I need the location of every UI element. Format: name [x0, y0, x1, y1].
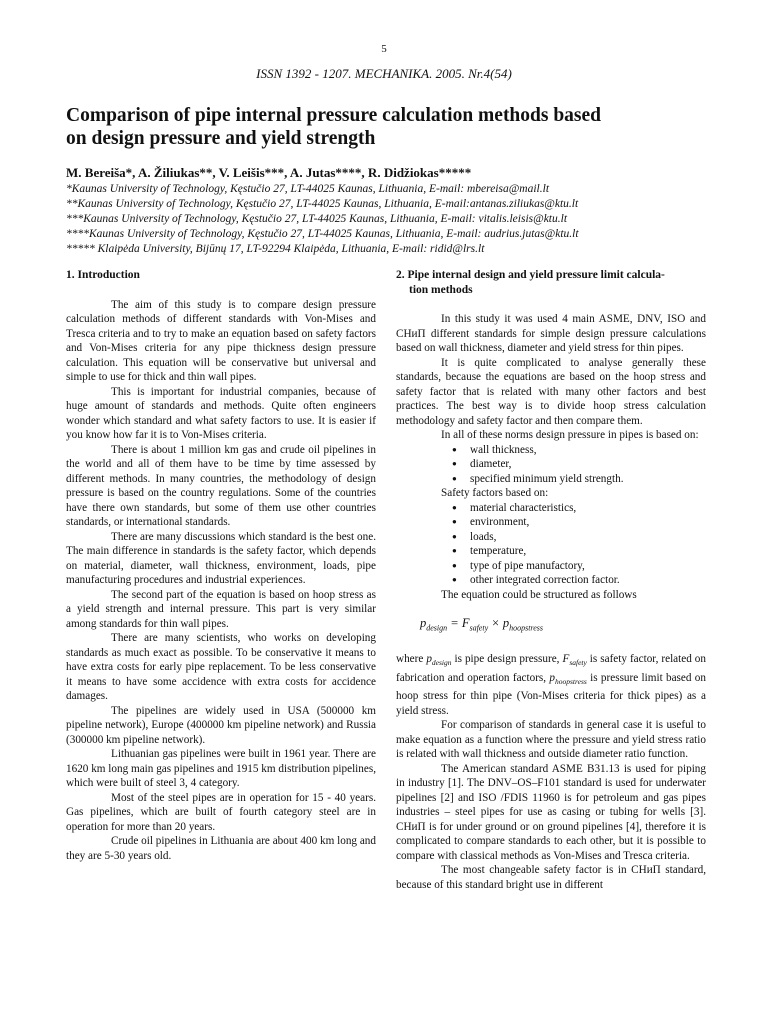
- paragraph: For comparison of standards in general case it is useful to make equation as a function where the pressure and yield stress ratio is related with wall thickness and outside diameter ratio function.: [396, 719, 706, 761]
- list-item: ● type of pipe manufactory,: [452, 559, 706, 574]
- page-number: 5: [381, 43, 387, 55]
- section-heading: [66, 268, 376, 283]
- paragraph: In this study it was used 4 main ASME, DNV, ISO and СНиП different standards for simple design pressure calculations based on wall thickness, diameter and yield stress for thin pipes.: [396, 313, 706, 354]
- list-item: ● loads,: [452, 530, 706, 545]
- list-item: ● wall thickness,: [452, 443, 706, 458]
- list-item: ● environment,: [452, 515, 706, 530]
- title-line-2: on design pressure and yield strength: [66, 128, 376, 149]
- paragraph: Most of the steel pipes are in operation for 15 - 40 years. Gas pipelines, which are built of fourth category steel are in operation for more than 20 years.: [66, 791, 376, 833]
- safety-factor-list: [396, 501, 706, 588]
- journal-header: ISSN 1392 - 1207. MECHANIKA. 2005. Nr.4(54): [256, 66, 512, 81]
- paragraph: There is about 1 million km gas and crude oil pipelines in the world and all of them have to be time by time assessed by different methods. In many countries, the methodology of design pressure is based on the country regulations. Some of the countries have there own standards, but some of them use other countries standards, or international standards.: [66, 443, 376, 528]
- paragraph: Lithuanian gas pipelines were built in 1961 year. There are 1620 km long main gas pipelines and 1915 km distribution pipelines, which were built of steel 3, 4 category.: [66, 748, 376, 789]
- list-item: ● other integrated correction factor.: [452, 573, 706, 588]
- affiliation-3: ***Kaunas University of Technology, Kęstučio 27, LT-44025 Kaunas, Lithuania, E-mail: vitalis.leisis@ktu.lt: [66, 213, 568, 225]
- affiliation-5: ***** Klaipėda University, Bijūnų 17, LT-92294 Klaipėda, Lithuania, E-mail: ridid@lrs.lt: [66, 243, 485, 255]
- title-line-1: Comparison of pipe internal pressure calculation methods based: [66, 105, 602, 126]
- paragraph: The aim of this study is to compare design pressure calculation methods of different standards with Von-Mises and Tresca criteria and to try to make an equation based on safety factors and Von-Mises criteria for any pipe thickness design pressure calculation. This equation will be conservative but universal and simple to use for thick and thin wall pipes.: [66, 298, 376, 383]
- paragraph: It is quite complicated to analyse generally these standards, because the equations are based on the hoop stress and safety factor that is related with many other factors and best practices. The best way is to divide hoop stress calculation methodology and safety factor and then compare them.: [396, 356, 706, 427]
- left-column: [66, 268, 376, 863]
- list-intro: Safety factors based on:: [441, 487, 549, 499]
- affiliation-2: **Kaunas University of Technology, Kęstučio 27, LT-44025 Kaunas, Lithuania, E-mail:antanas.ziliukas@ktu.lt: [66, 198, 579, 210]
- section-number: 1.: [66, 269, 75, 281]
- list-item: ● material characteristics,: [452, 501, 706, 516]
- section-title-line-1: Pipe internal design and yield pressure limit calcula-: [407, 269, 665, 281]
- paragraph: There are many scientists, who works on developing standards as much exact as possible. To be conservative it means to have extra costs for early pipe replacement. To be less conservative it means to have some accidence with extra costs for accidence damages.: [66, 632, 376, 702]
- paragraph: The American standard ASME B31.13 is used for piping in industry [1]. The DNV–OS–F101 standard is used for underwater pipelines [2] and ISO /FDIS 11960 is for petroleum and gas pipes industries – steel pipes for use as casing or tubing for wells [3]. СНиП is for under ground or on ground pipelines [4], therefore it is complicated to compare standards to each other, but it is possible to compare with classical methods as Von-Mises and Tresca criteria.: [396, 762, 706, 862]
- right-column: [396, 268, 706, 892]
- paragraph: The pipelines are widely used in USA (500000 km pipeline network), Europe (400000 km pipeline network) and Russia (300000 km pipeline network).: [66, 704, 376, 746]
- section-title: Introduction: [77, 269, 140, 281]
- section-title-line-2: tion methods: [409, 283, 473, 296]
- paragraph: The second part of the equation is based on hoop stress as a yield strength and internal pressure. This part is very similar among standards for thin wall pipes.: [66, 588, 376, 630]
- design-basis-list: [396, 443, 706, 487]
- list-item: ● temperature,: [452, 544, 706, 559]
- author-list: M. Bereiša*, A. Žiliukas**, V. Leišis***, A. Jutas****, R. Didžiokas*****: [66, 165, 472, 180]
- paragraph: There are many discussions which standard is the best one. The main difference in standards is the safety factor, which depends on material, diameter, wall thickness, environment, loads, pipe manufacturing procedures and industrial experiences.: [66, 530, 376, 586]
- list-item: ● diameter,: [452, 457, 706, 472]
- paragraph: In all of these norms design pressure in pipes is based on:: [441, 429, 699, 441]
- affiliation-4: ****Kaunas University of Technology, Kęstučio 27, LT-44025 Kaunas, Lithuania, E-mail: audrius.jutas@ktu.lt: [66, 228, 579, 240]
- authors-block: [66, 164, 716, 257]
- section-heading: [396, 268, 706, 297]
- section-number: 2.: [396, 269, 405, 281]
- affiliation-1: *Kaunas University of Technology, Kęstučio 27, LT-44025 Kaunas, Lithuania, E-mail: mbereisa@mail.lt: [66, 183, 550, 195]
- paragraph: The most changeable safety factor is in СНиП standard, because of this standard bright use in different: [396, 864, 706, 891]
- list-item: ● specified minimum yield strength.: [452, 472, 706, 487]
- paragraph: This is important for industrial companies, because of huge amount of standards and methods. Quite often engineers wonder which standard and what safety factors to use. It is easier if you know how far it is to Von-Mises criteria.: [66, 385, 376, 441]
- paper-title: [66, 104, 706, 150]
- variable-definitions: where $p_{design}$ is pipe design pressure, $F_{safety}$ is safety factor, related on fabrication and operation factors, $p_{hoopstress}$ is pressure limit based on hoop stress for thin pipe (Von-Mises criteria for thick pipes) as a yield stress.: [396, 653, 706, 717]
- paragraph: Crude oil pipelines in Lithuania are about 400 km long and they are 5-30 years old.: [66, 835, 376, 862]
- equation-intro: The equation could be structured as follows: [441, 588, 637, 601]
- design-pressure-equation: $p_{design} = F_{safety} \times p_{hoopstress}$: [420, 616, 544, 633]
